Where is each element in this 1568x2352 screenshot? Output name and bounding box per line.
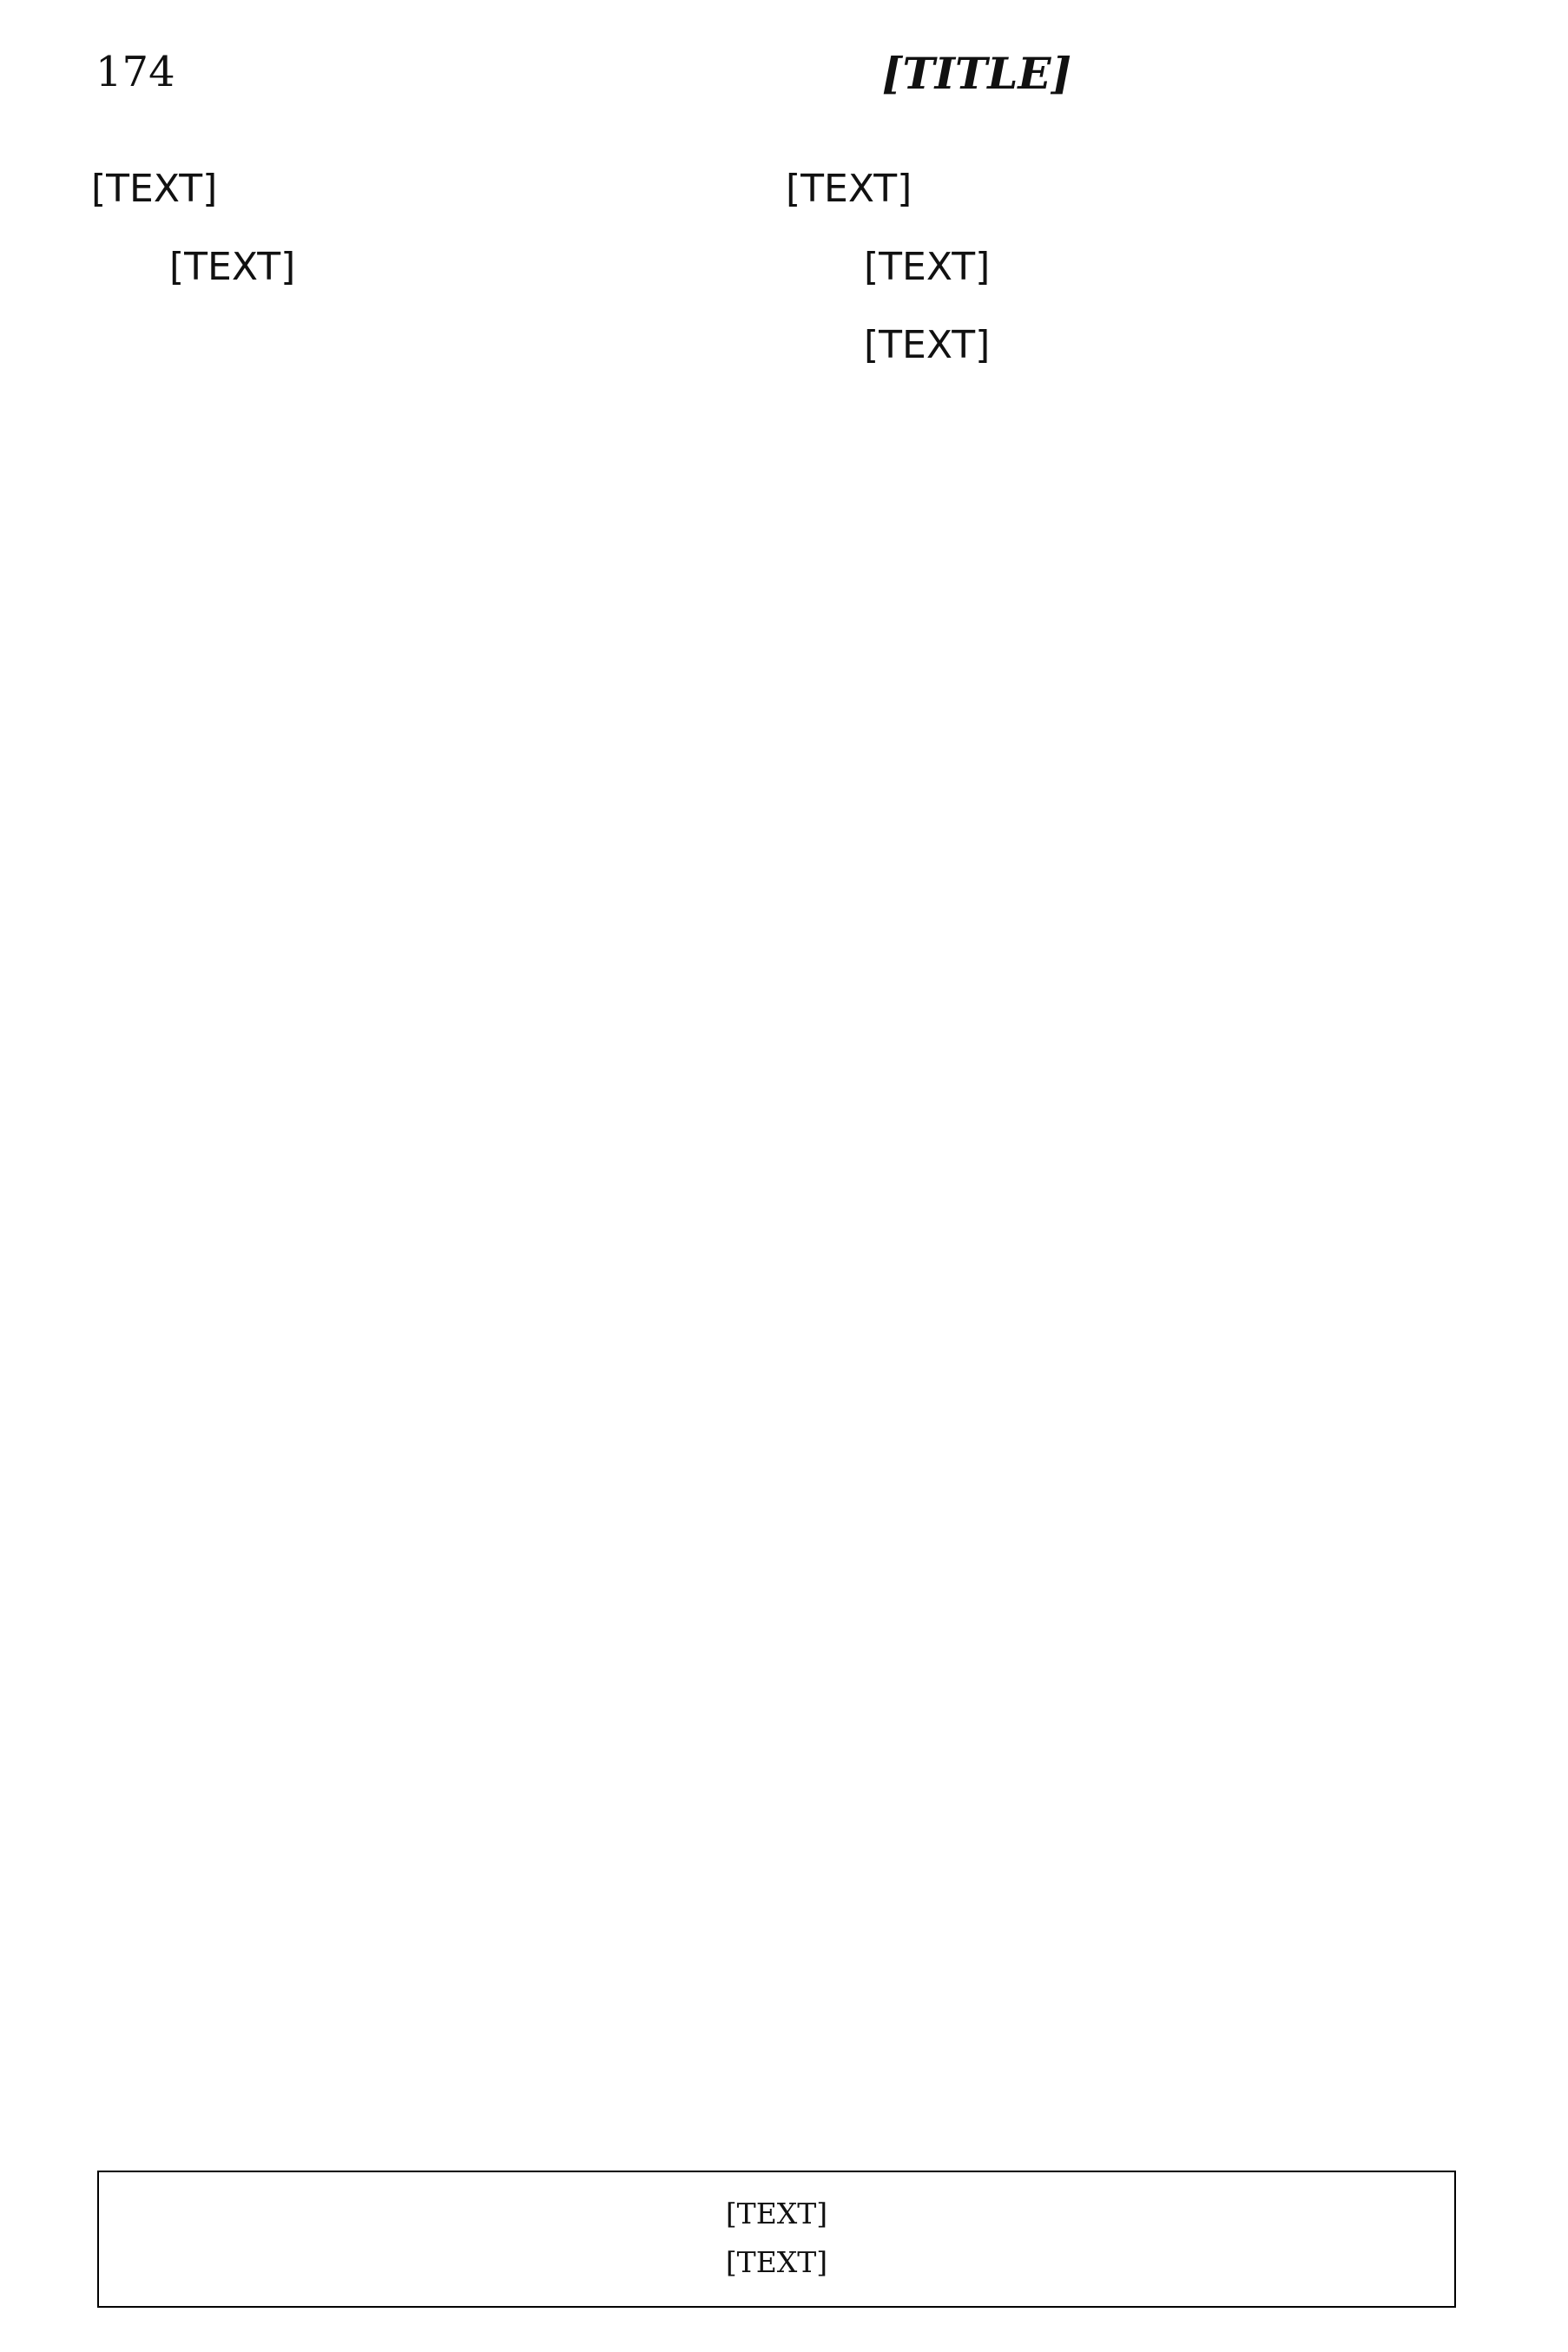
- footnote-line-2: [TEXT]: [725, 2245, 828, 2279]
- right-paragraph-3: [TEXT]: [864, 323, 991, 367]
- left-column: [91, 161, 751, 2131]
- right-column: [786, 161, 1446, 2131]
- left-paragraph-2: [TEXT]: [169, 245, 296, 289]
- left-paragraph-1: [TEXT]: [91, 167, 218, 211]
- footnote-box: [97, 2171, 1456, 2308]
- page-number: 174: [96, 48, 175, 96]
- running-title: [TITLE]: [881, 48, 1072, 99]
- footnote-line-1: [TEXT]: [725, 2197, 828, 2230]
- right-paragraph-1: [TEXT]: [786, 167, 912, 211]
- right-paragraph-2: [TEXT]: [864, 245, 991, 289]
